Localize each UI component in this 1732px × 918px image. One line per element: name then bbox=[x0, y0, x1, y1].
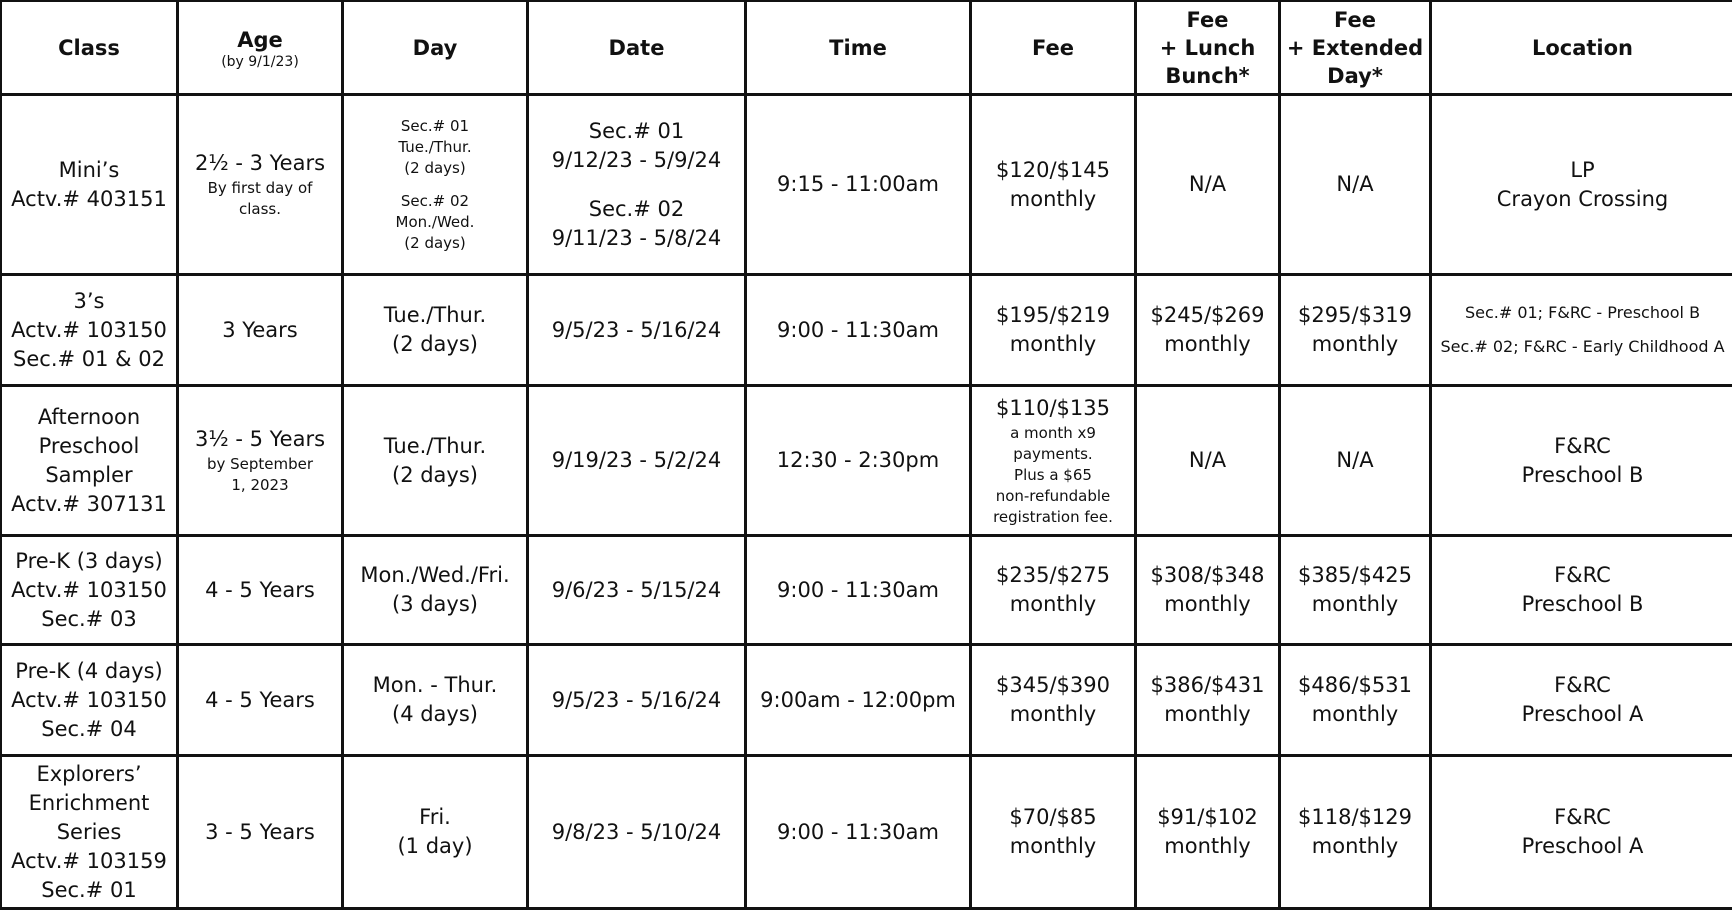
fee-extended-cell bbox=[1280, 756, 1431, 909]
day-line6: (2 days) bbox=[404, 233, 466, 252]
class-name-line3: Sampler bbox=[45, 462, 133, 487]
date-cell: 9/8/23 - 5/10/24 bbox=[528, 756, 746, 909]
location-line2: Preschool A bbox=[1521, 702, 1644, 726]
day-line5: Mon./Wed. bbox=[395, 212, 475, 231]
location-line1: F&RC bbox=[1554, 673, 1611, 697]
header-age-note: (by 9/1/23) bbox=[221, 53, 299, 70]
day-cell bbox=[343, 536, 528, 645]
fee-amount: $235/$275 bbox=[996, 563, 1110, 587]
class-cell bbox=[1, 645, 178, 756]
day-line3: (2 days) bbox=[404, 158, 466, 177]
header-fee-lunch-line1: Fee bbox=[1186, 7, 1229, 32]
fee-amount: $110/$135 bbox=[996, 395, 1110, 420]
fee-lunch-amount: $245/$269 bbox=[1150, 303, 1265, 327]
fee-ext-period: monthly bbox=[1311, 702, 1399, 726]
activity-number: Actv.# 103150 bbox=[11, 577, 167, 602]
header-class: Class bbox=[1, 1, 178, 95]
fee-ext-period: monthly bbox=[1311, 332, 1399, 356]
activity-number: Actv.# 307131 bbox=[11, 491, 167, 516]
day-line1: Sec.# 01 bbox=[400, 116, 470, 135]
fee-cell bbox=[971, 275, 1136, 386]
class-name-line2: Enrichment bbox=[28, 790, 150, 815]
activity-number: Actv.# 103159 bbox=[11, 848, 167, 873]
table-row bbox=[1, 756, 1732, 909]
day-line1: Fri. bbox=[419, 805, 451, 829]
header-fee-extended bbox=[1280, 1, 1431, 95]
age-range: 2½ - 3 Years bbox=[194, 151, 326, 175]
class-name: 3’s bbox=[73, 288, 105, 313]
location-line1: LP bbox=[1570, 157, 1595, 182]
class-cell bbox=[1, 756, 178, 909]
day-cell bbox=[343, 756, 528, 909]
table-row bbox=[1, 645, 1732, 756]
time-cell: 12:30 - 2:30pm bbox=[746, 386, 971, 536]
day-cell bbox=[343, 275, 528, 386]
fee-period: monthly bbox=[1009, 834, 1097, 858]
location-cell bbox=[1431, 756, 1732, 909]
class-cell bbox=[1, 95, 178, 275]
fee-extended-cell bbox=[1280, 645, 1431, 756]
header-location: Location bbox=[1431, 1, 1732, 95]
day-line1: Tue./Thur. bbox=[383, 433, 487, 458]
day-cell bbox=[343, 645, 528, 756]
class-name-line1: Afternoon bbox=[37, 404, 141, 429]
age-note-line2: 1, 2023 bbox=[231, 476, 289, 494]
section-number: Sec.# 01 & 02 bbox=[13, 346, 165, 371]
time-cell: 9:00 - 11:30am bbox=[746, 275, 971, 386]
fee-extended-cell: N/A bbox=[1280, 95, 1431, 275]
day-line2: (3 days) bbox=[392, 592, 478, 616]
date-cell bbox=[528, 95, 746, 275]
fee-lunch-cell bbox=[1136, 756, 1280, 909]
class-name: Pre-K (3 days) bbox=[15, 548, 163, 573]
time-cell: 9:15 - 11:00am bbox=[746, 95, 971, 275]
fee-note-line2: payments. bbox=[1013, 444, 1093, 463]
location-line1: F&RC bbox=[1554, 805, 1611, 829]
fee-lunch-cell: N/A bbox=[1136, 386, 1280, 536]
day-cell bbox=[343, 386, 528, 536]
fee-period: monthly bbox=[1009, 332, 1097, 356]
header-day: Day bbox=[343, 1, 528, 95]
age-note-line1: by September bbox=[206, 455, 314, 473]
age-cell bbox=[178, 95, 343, 275]
location-line2: Sec.# 02; F&RC - Early Childhood A bbox=[1440, 337, 1725, 356]
fee-ext-amount: $385/$425 bbox=[1298, 563, 1412, 587]
fee-ext-period: monthly bbox=[1311, 592, 1399, 616]
section-number: Sec.# 03 bbox=[41, 606, 137, 631]
date-line3: Sec.# 02 bbox=[588, 196, 685, 221]
fee-ext-amount: $118/$129 bbox=[1298, 805, 1412, 829]
day-line2: (2 days) bbox=[392, 462, 478, 487]
header-fee: Fee bbox=[971, 1, 1136, 95]
header-fee-ext-line2: + Extended bbox=[1286, 35, 1424, 60]
location-line2: Preschool B bbox=[1521, 592, 1644, 616]
fee-extended-cell bbox=[1280, 275, 1431, 386]
time-cell: 9:00 - 11:30am bbox=[746, 536, 971, 645]
day-line1: Mon. - Thur. bbox=[372, 673, 498, 697]
location-cell bbox=[1431, 95, 1732, 275]
location-line2: Crayon Crossing bbox=[1496, 186, 1669, 211]
header-fee-lunch bbox=[1136, 1, 1280, 95]
date-cell: 9/6/23 - 5/15/24 bbox=[528, 536, 746, 645]
age-note-line2: class. bbox=[238, 200, 281, 218]
header-age-label: Age bbox=[237, 27, 283, 52]
fee-note-line3: Plus a $65 bbox=[1014, 465, 1092, 484]
table-row bbox=[1, 275, 1732, 386]
class-name-line3: Series bbox=[56, 819, 122, 844]
fee-amount: $345/$390 bbox=[996, 673, 1110, 697]
class-cell bbox=[1, 386, 178, 536]
table-row bbox=[1, 386, 1732, 536]
fee-lunch-cell bbox=[1136, 645, 1280, 756]
location-cell bbox=[1431, 386, 1732, 536]
fee-ext-amount: $486/$531 bbox=[1298, 673, 1412, 697]
fee-lunch-cell bbox=[1136, 536, 1280, 645]
class-cell bbox=[1, 275, 178, 386]
day-cell bbox=[343, 95, 528, 275]
header-age bbox=[178, 1, 343, 95]
fee-lunch-cell bbox=[1136, 275, 1280, 386]
header-time: Time bbox=[746, 1, 971, 95]
fee-lunch-period: monthly bbox=[1164, 332, 1251, 356]
header-fee-lunch-line2: + Lunch bbox=[1159, 35, 1256, 60]
fee-amount: $70/$85 bbox=[1009, 805, 1097, 829]
class-name-line1: Explorers’ bbox=[36, 761, 142, 786]
location-line2: Preschool A bbox=[1521, 834, 1644, 858]
activity-number: Actv.# 103150 bbox=[11, 687, 167, 712]
date-line4: 9/11/23 - 5/8/24 bbox=[551, 225, 722, 250]
fee-lunch-amount: $386/$431 bbox=[1150, 673, 1265, 697]
table-row bbox=[1, 95, 1732, 275]
section-number: Sec.# 01 bbox=[41, 877, 137, 902]
day-line4: Sec.# 02 bbox=[400, 191, 470, 210]
fee-ext-period: monthly bbox=[1311, 834, 1399, 858]
location-cell bbox=[1431, 536, 1732, 645]
activity-number: Actv.# 403151 bbox=[11, 186, 167, 211]
fee-amount: $120/$145 bbox=[996, 157, 1110, 182]
fee-lunch-period: monthly bbox=[1164, 834, 1251, 858]
fee-lunch-cell: N/A bbox=[1136, 95, 1280, 275]
time-cell: 9:00am - 12:00pm bbox=[746, 645, 971, 756]
fee-cell bbox=[971, 756, 1136, 909]
class-name: Pre-K (4 days) bbox=[15, 658, 163, 683]
location-line2: Preschool B bbox=[1521, 462, 1644, 487]
fee-lunch-amount: $308/$348 bbox=[1150, 563, 1265, 587]
fee-note-line5: registration fee. bbox=[993, 507, 1113, 526]
fee-note-line4: non-refundable bbox=[995, 486, 1111, 505]
fee-cell bbox=[971, 95, 1136, 275]
header-fee-ext-line3: Day* bbox=[1327, 63, 1383, 88]
day-line2: (4 days) bbox=[392, 702, 478, 726]
date-cell: 9/5/23 - 5/16/24 bbox=[528, 645, 746, 756]
fee-period: monthly bbox=[1009, 592, 1097, 616]
fee-amount: $195/$219 bbox=[996, 303, 1110, 327]
location-line1: Sec.# 01; F&RC - Preschool B bbox=[1464, 303, 1701, 322]
age-cell: 3 - 5 Years bbox=[178, 756, 343, 909]
date-cell: 9/19/23 - 5/2/24 bbox=[528, 386, 746, 536]
activity-number: Actv.# 103150 bbox=[11, 317, 167, 342]
header-row bbox=[1, 1, 1732, 95]
fee-ext-amount: $295/$319 bbox=[1298, 303, 1412, 327]
location-cell bbox=[1431, 275, 1732, 386]
day-line2: (1 day) bbox=[397, 834, 473, 858]
age-note-line1: By first day of bbox=[207, 179, 313, 197]
day-line2: Tue./Thur. bbox=[398, 137, 472, 156]
fee-period: monthly bbox=[1009, 702, 1097, 726]
fee-lunch-period: monthly bbox=[1164, 702, 1251, 726]
header-fee-ext-line1: Fee bbox=[1334, 7, 1376, 32]
location-line1: F&RC bbox=[1554, 433, 1611, 458]
location-cell bbox=[1431, 645, 1732, 756]
fee-period: monthly bbox=[1009, 186, 1097, 211]
date-line2: 9/12/23 - 5/9/24 bbox=[551, 147, 722, 172]
fee-lunch-period: monthly bbox=[1164, 592, 1251, 616]
header-date: Date bbox=[528, 1, 746, 95]
age-range: 3½ - 5 Years bbox=[194, 427, 326, 451]
day-line2: (2 days) bbox=[392, 332, 478, 356]
age-cell: 4 - 5 Years bbox=[178, 645, 343, 756]
day-line1: Mon./Wed./Fri. bbox=[360, 563, 510, 587]
day-line1: Tue./Thur. bbox=[383, 303, 487, 327]
fee-note-line1: a month x9 bbox=[1010, 423, 1096, 442]
age-cell: 3 Years bbox=[178, 275, 343, 386]
table-row bbox=[1, 536, 1732, 645]
fee-cell bbox=[971, 645, 1136, 756]
age-cell: 4 - 5 Years bbox=[178, 536, 343, 645]
fee-extended-cell bbox=[1280, 536, 1431, 645]
class-cell bbox=[1, 536, 178, 645]
date-line1: Sec.# 01 bbox=[588, 118, 685, 143]
fee-cell bbox=[971, 386, 1136, 536]
date-cell: 9/5/23 - 5/16/24 bbox=[528, 275, 746, 386]
section-number: Sec.# 04 bbox=[41, 716, 137, 741]
age-cell bbox=[178, 386, 343, 536]
class-name: Mini’s bbox=[58, 157, 120, 182]
location-line1: F&RC bbox=[1554, 563, 1611, 587]
class-name-line2: Preschool bbox=[38, 433, 140, 458]
time-cell: 9:00 - 11:30am bbox=[746, 756, 971, 909]
fee-extended-cell: N/A bbox=[1280, 386, 1431, 536]
fee-lunch-amount: $91/$102 bbox=[1157, 805, 1258, 829]
fee-cell bbox=[971, 536, 1136, 645]
header-fee-lunch-line3: Bunch* bbox=[1165, 63, 1250, 88]
